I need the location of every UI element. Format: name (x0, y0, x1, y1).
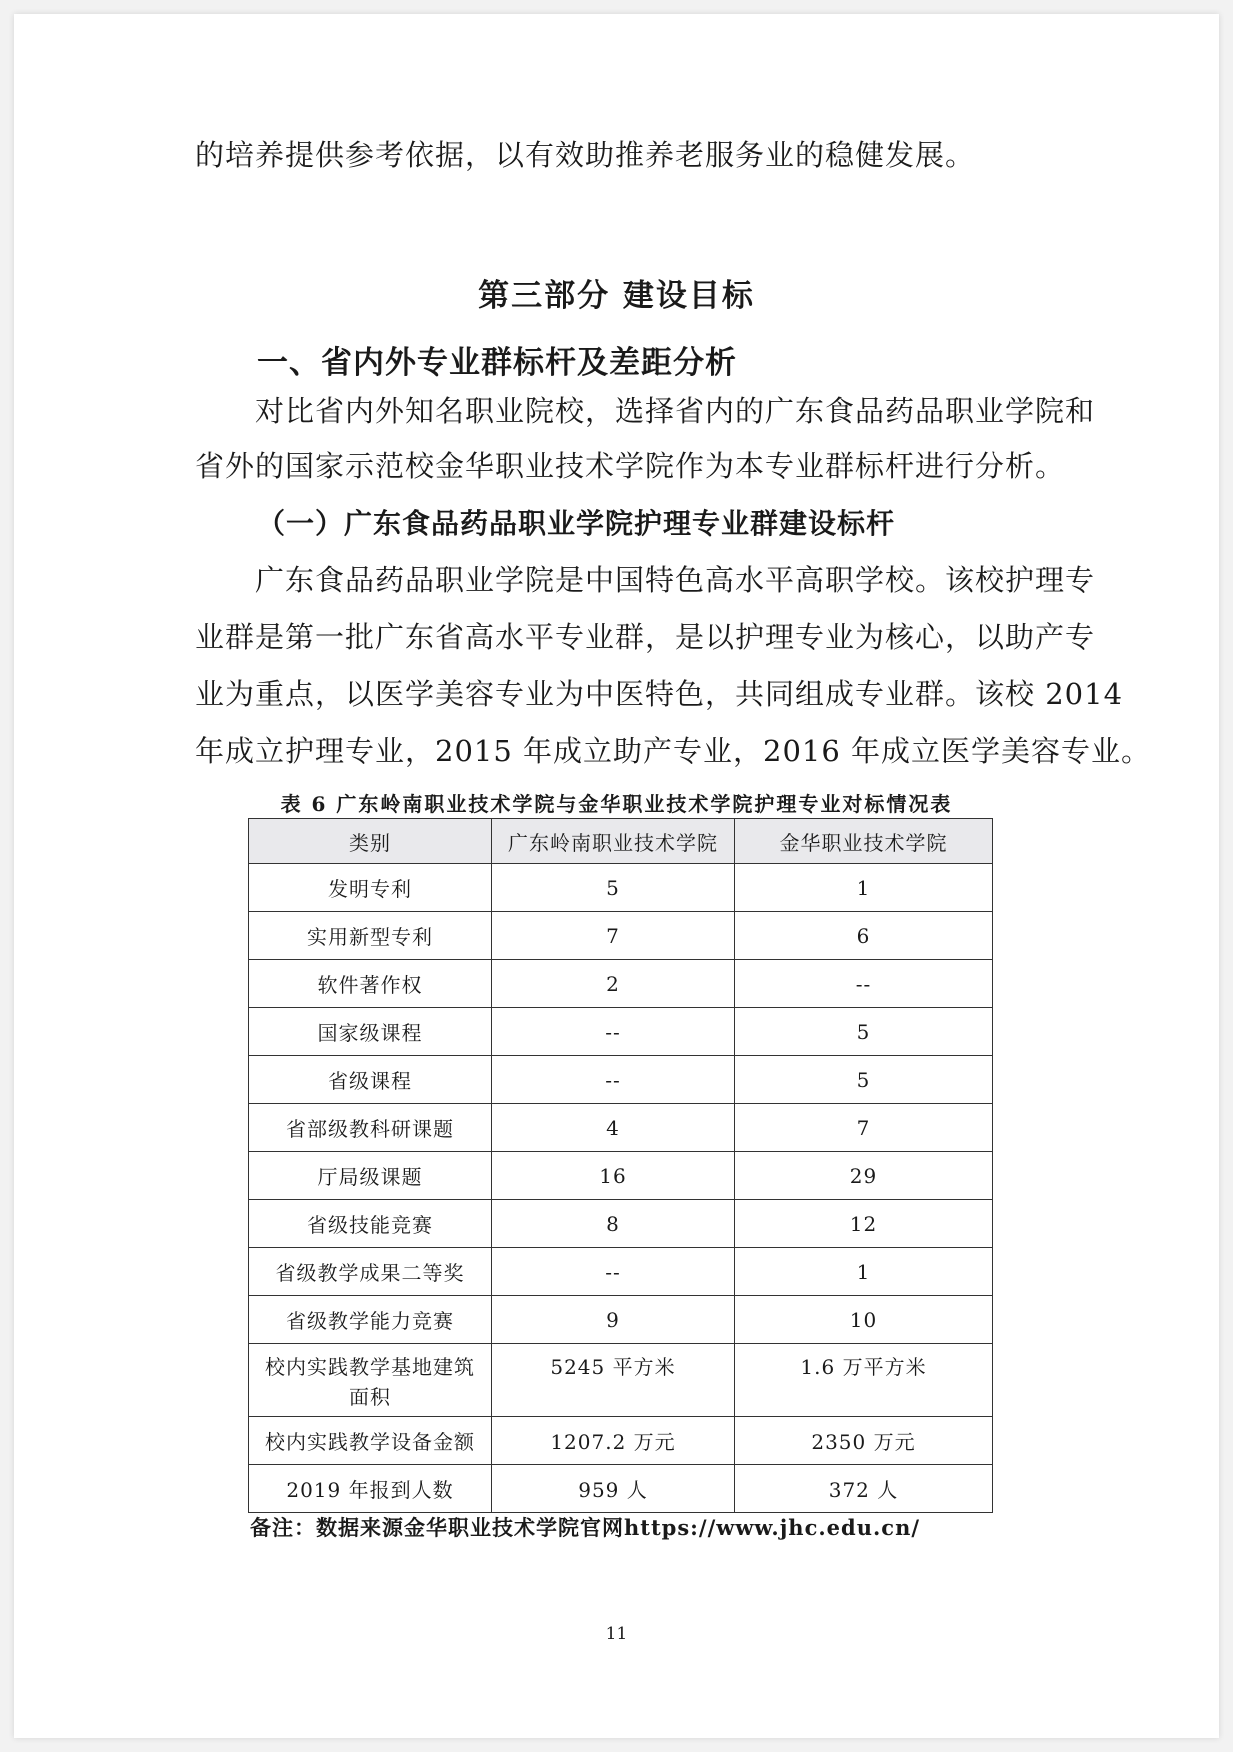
table-cell: 1 (735, 1248, 993, 1296)
table-note: 备注：数据来源金华职业技术学院官网https://www.jhc.edu.cn/ (250, 1515, 921, 1540)
table-cell: 省级教学能力竞赛 (249, 1296, 492, 1344)
table-cell: 国家级课程 (249, 1008, 492, 1056)
comparison-table (248, 818, 993, 1513)
table-row (249, 1344, 993, 1417)
table-cell: 2350 万元 (735, 1417, 993, 1465)
table-header-row (249, 819, 993, 864)
table-cell: 2019 年报到人数 (249, 1465, 492, 1513)
table-cell: 实用新型专利 (249, 912, 492, 960)
table-caption: 表 6 广东岭南职业技术学院与金华职业技术学院护理专业对标情况表 (280, 792, 953, 816)
table-cell: 发明专利 (249, 864, 492, 912)
table-cell: 2 (492, 960, 735, 1008)
table-cell: 省部级教科研课题 (249, 1104, 492, 1152)
table-cell: 16 (492, 1152, 735, 1200)
table-row (249, 1056, 993, 1104)
table-cell: -- (492, 1056, 735, 1104)
table-row (249, 1465, 993, 1513)
column-header: 类别 (249, 819, 492, 864)
table-cell: 10 (735, 1296, 993, 1344)
column-header: 广东岭南职业技术学院 (492, 819, 735, 864)
column-header: 金华职业技术学院 (735, 819, 993, 864)
table-cell: 4 (492, 1104, 735, 1152)
subsection-heading: （一）广东食品药品职业学院护理专业群建设标杆 (257, 507, 896, 540)
table-row (249, 1200, 993, 1248)
part-title: 第三部分 建设目标 (478, 278, 755, 314)
table-row (249, 1104, 993, 1152)
table-cell: 1207.2 万元 (492, 1417, 735, 1465)
table-row (249, 960, 993, 1008)
table-cell: 5 (492, 864, 735, 912)
section-heading: 一、省内外专业群标杆及差距分析 (257, 345, 737, 381)
page-number: 11 (605, 1624, 628, 1644)
table-cell: 省级技能竞赛 (249, 1200, 492, 1248)
table-cell: 7 (492, 912, 735, 960)
table-row (249, 1417, 993, 1465)
table-row (249, 1152, 993, 1200)
table-cell: 1.6 万平方米 (735, 1344, 993, 1417)
paragraph-line: 的培养提供参考依据，以有效助推养老服务业的稳健发展。 (195, 138, 976, 172)
table-row (249, 1008, 993, 1056)
paragraph-line: 广东食品药品职业学院是中国特色高水平高职学校。该校护理专 (255, 563, 1096, 597)
paragraph-line: 业为重点，以医学美容专业为中医特色，共同组成专业群。该校 2014 (195, 677, 1124, 711)
table-row (249, 1248, 993, 1296)
paragraph-line: 对比省内外知名职业院校，选择省内的广东食品药品职业学院和 (255, 394, 1096, 428)
table-row (249, 864, 993, 912)
table-cell: 5245 平方米 (492, 1344, 735, 1417)
table-cell: 7 (735, 1104, 993, 1152)
table-cell: 校内实践教学基地建筑面积 (249, 1344, 492, 1417)
table-cell: 9 (492, 1296, 735, 1344)
table-cell: 软件著作权 (249, 960, 492, 1008)
table-cell: -- (735, 960, 993, 1008)
table-cell: 12 (735, 1200, 993, 1248)
table-row (249, 1296, 993, 1344)
table-cell: 厅局级课题 (249, 1152, 492, 1200)
table-cell: 6 (735, 912, 993, 960)
table-cell: 959 人 (492, 1465, 735, 1513)
table-cell: 1 (735, 864, 993, 912)
paragraph-line: 省外的国家示范校金华职业技术学院作为本专业群标杆进行分析。 (195, 449, 1066, 483)
table-cell: -- (492, 1248, 735, 1296)
table-cell: 372 人 (735, 1465, 993, 1513)
table-cell: 5 (735, 1056, 993, 1104)
table-cell: 省级教学成果二等奖 (249, 1248, 492, 1296)
table-cell: 校内实践教学设备金额 (249, 1417, 492, 1465)
table-cell: 8 (492, 1200, 735, 1248)
paragraph-line: 业群是第一批广东省高水平专业群，是以护理专业为核心，以助产专 (195, 620, 1096, 654)
table-cell: 省级课程 (249, 1056, 492, 1104)
table-cell: 29 (735, 1152, 993, 1200)
table-cell: -- (492, 1008, 735, 1056)
table-cell: 5 (735, 1008, 993, 1056)
table-row (249, 912, 993, 960)
paragraph-line: 年成立护理专业，2015 年成立助产专业，2016 年成立医学美容专业。 (195, 734, 1152, 768)
